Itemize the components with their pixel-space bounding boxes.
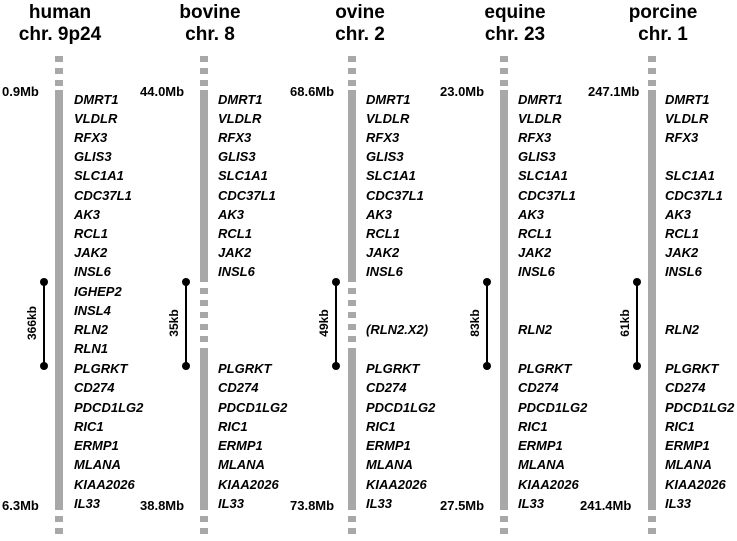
title-line1: ovine	[335, 2, 385, 23]
gene-rcl1: RCL1	[518, 226, 552, 241]
gene-plgrkt: PLGRKT	[218, 361, 272, 376]
chromosome-bar-lower	[200, 348, 208, 510]
dash-bottom-1	[500, 516, 508, 522]
gene-cd274: CD274	[518, 380, 559, 395]
span-cap-bottom	[483, 362, 491, 370]
gene-pdcd1lg2: PDCD1LG2	[518, 400, 588, 415]
gene-glis3: GLIS3	[518, 149, 556, 164]
gene-cdc37l1: CDC37L1	[366, 188, 424, 203]
gene-insl6: INSL6	[218, 264, 255, 279]
span-label: 61kb	[618, 309, 632, 337]
gene-dmrt1: DMRT1	[366, 92, 411, 107]
gene-ermp1: ERMP1	[74, 438, 119, 453]
gene-jak2: JAK2	[366, 245, 400, 260]
dash-top-3	[200, 80, 208, 86]
dash-top-3	[648, 80, 656, 86]
gene-pdcd1lg2: PDCD1LG2	[366, 400, 436, 415]
gene-dmrt1: DMRT1	[74, 92, 119, 107]
gene-mlana: MLANA	[366, 457, 413, 472]
gap-dash-1	[200, 288, 208, 294]
dash-top-2	[348, 68, 356, 74]
dash-top-2	[55, 68, 63, 74]
gap-dash-4	[348, 324, 356, 330]
gene-kiaa2026: KIAA2026	[218, 477, 279, 492]
gene-kiaa2026: KIAA2026	[74, 477, 135, 492]
chromosome-bar	[648, 90, 656, 510]
gene-rln2: RLN2	[74, 322, 108, 337]
title-line2: chr. 1	[638, 24, 688, 45]
span-label: 35kb	[167, 309, 181, 337]
gap-dash-5	[348, 336, 356, 342]
gene-jak2: JAK2	[218, 245, 252, 260]
gene-pdcd1lg2: PDCD1LG2	[218, 400, 288, 415]
title-bovine	[150, 2, 270, 46]
gene-il33: IL33	[74, 496, 101, 511]
span-label: 366kb	[25, 305, 39, 341]
gene-dmrt1: DMRT1	[218, 92, 263, 107]
gene-slc1a1: SLC1A1	[366, 168, 416, 183]
gene-kiaa2026: KIAA2026	[518, 477, 579, 492]
top-position: 44.0Mb	[140, 84, 185, 99]
title-line1: equine	[484, 2, 546, 23]
gene-ighep2: IGHEP2	[74, 284, 122, 299]
chromosome-bovine	[140, 0, 290, 541]
dash-top-1	[55, 56, 63, 62]
title-line2: chr. 23	[484, 24, 546, 45]
title-line2: chr. 9p24	[18, 24, 102, 45]
gene-il33: IL33	[665, 496, 692, 511]
gene-glis3: GLIS3	[366, 149, 404, 164]
span-line	[335, 282, 337, 366]
span-cap-bottom	[332, 362, 340, 370]
gap-dash-2	[200, 300, 208, 306]
dash-top-1	[348, 56, 356, 62]
gene-pdcd1lg2: PDCD1LG2	[665, 400, 735, 415]
span-line	[636, 282, 638, 366]
span-label: 49kb	[317, 309, 331, 337]
gene-vldlr: VLDLR	[518, 111, 562, 126]
span-label: 83kb	[468, 309, 482, 337]
top-position: 68.6Mb	[290, 84, 335, 99]
gene-rln2: RLN2	[518, 322, 552, 337]
gene-glis3: GLIS3	[218, 149, 256, 164]
gene-cdc37l1: CDC37L1	[74, 188, 132, 203]
gene-plgrkt: PLGRKT	[366, 361, 420, 376]
gap-dash-5	[200, 336, 208, 342]
span-cap-top	[633, 278, 641, 286]
dash-top-1	[500, 56, 508, 62]
span-cap-bottom	[182, 362, 190, 370]
dash-top-3	[500, 80, 508, 86]
span-cap-top	[182, 278, 190, 286]
gene-cd274: CD274	[665, 380, 706, 395]
dash-bottom-1	[648, 516, 656, 522]
gene-insl4: INSL4	[74, 303, 111, 318]
gene-rfx3: RFX3	[74, 130, 108, 145]
gene-rfx3: RFX3	[518, 130, 552, 145]
dash-top-1	[200, 56, 208, 62]
title-human	[0, 2, 120, 46]
gene-kiaa2026: KIAA2026	[665, 477, 726, 492]
dash-top-2	[200, 68, 208, 74]
gene-mlana: MLANA	[518, 457, 565, 472]
chromosome-human	[0, 0, 144, 541]
gene-ric1: RIC1	[74, 419, 104, 434]
gene-ermp1: ERMP1	[218, 438, 263, 453]
gene-il33: IL33	[366, 496, 393, 511]
chromosome-bar-upper	[200, 90, 208, 282]
gene-il33: IL33	[518, 496, 545, 511]
gene-slc1a1: SLC1A1	[74, 168, 124, 183]
span-cap-top	[332, 278, 340, 286]
title-line2: chr. 8	[185, 24, 235, 45]
title-line1: porcine	[628, 2, 698, 23]
span-cap-bottom	[40, 362, 48, 370]
dash-top-2	[648, 68, 656, 74]
gene-pdcd1lg2: PDCD1LG2	[74, 400, 144, 415]
gene-ak3: AK3	[518, 207, 545, 222]
bottom-position: 38.8Mb	[140, 498, 185, 513]
span-line	[43, 282, 45, 366]
dash-top-1	[648, 56, 656, 62]
gene-mlana: MLANA	[665, 457, 712, 472]
chromosome-bar	[500, 90, 508, 510]
gene-cdc37l1: CDC37L1	[518, 188, 576, 203]
bottom-position: 241.4Mb	[580, 498, 632, 513]
gap-dash-2	[348, 300, 356, 306]
bottom-position: 6.3Mb	[2, 498, 39, 513]
gene-plgrkt: PLGRKT	[518, 361, 572, 376]
gene-cd274: CD274	[218, 380, 259, 395]
dash-bottom-2	[500, 528, 508, 534]
gene-dmrt1: DMRT1	[518, 92, 563, 107]
span-cap-top	[40, 278, 48, 286]
gene-slc1a1: SLC1A1	[665, 168, 715, 183]
gene-cdc37l1: CDC37L1	[218, 188, 276, 203]
gene-rcl1: RCL1	[366, 226, 400, 241]
gene-rcl1: RCL1	[665, 226, 699, 241]
gene-jak2: JAK2	[74, 245, 108, 260]
span-line	[486, 282, 488, 366]
gene-dmrt1: DMRT1	[665, 92, 710, 107]
chromosome-equine	[440, 0, 588, 541]
dash-top-2	[500, 68, 508, 74]
gene-vldlr: VLDLR	[74, 111, 118, 126]
gene-ric1: RIC1	[366, 419, 396, 434]
gene-jak2: JAK2	[665, 245, 699, 260]
span-cap-bottom	[633, 362, 641, 370]
dash-top-3	[348, 80, 356, 86]
gene-ric1: RIC1	[665, 419, 695, 434]
chromosome-bar-lower	[348, 348, 356, 510]
gap-dash-3	[348, 312, 356, 318]
gap-dash-3	[200, 312, 208, 318]
gene-rln2: RLN2	[665, 322, 699, 337]
gene-insl6: INSL6	[366, 264, 403, 279]
dash-bottom-2	[200, 528, 208, 534]
gene-ermp1: ERMP1	[366, 438, 411, 453]
gene-rcl1: RCL1	[74, 226, 108, 241]
gene-cd274: CD274	[366, 380, 407, 395]
gene-rln1: RLN1	[74, 341, 108, 356]
chromosome-bar	[55, 90, 63, 510]
bottom-position: 73.8Mb	[290, 498, 335, 513]
gene-rfx3: RFX3	[665, 130, 699, 145]
gene-slc1a1: SLC1A1	[218, 168, 268, 183]
gene-mlana: MLANA	[74, 457, 121, 472]
gene-vldlr: VLDLR	[218, 111, 262, 126]
top-position: 0.9Mb	[2, 84, 39, 99]
gene-ak3: AK3	[218, 207, 245, 222]
dash-bottom-1	[200, 516, 208, 522]
gene-glis3: GLIS3	[74, 149, 112, 164]
gap-dash-4	[200, 324, 208, 330]
dash-bottom-2	[648, 528, 656, 534]
gene-jak2: JAK2	[518, 245, 552, 260]
gene-rfx3: RFX3	[218, 130, 252, 145]
gene-insl6: INSL6	[74, 264, 111, 279]
gene-vldlr: VLDLR	[366, 111, 410, 126]
dash-bottom-2	[348, 528, 356, 534]
chromosome-ovine	[290, 0, 440, 541]
title-ovine	[300, 2, 420, 46]
title-line2: chr. 2	[335, 24, 385, 45]
top-position: 23.0Mb	[440, 84, 485, 99]
title-line1: bovine	[179, 2, 241, 23]
gene-cd274: CD274	[74, 380, 115, 395]
gene-plgrkt: PLGRKT	[665, 361, 719, 376]
gene-ric1: RIC1	[518, 419, 548, 434]
gene-ak3: AK3	[665, 207, 692, 222]
dash-bottom-2	[55, 528, 63, 534]
gene-ermp1: ERMP1	[518, 438, 563, 453]
gene-rcl1: RCL1	[218, 226, 252, 241]
title-line1: human	[28, 2, 92, 23]
title-equine	[455, 2, 575, 46]
gene-insl6: INSL6	[665, 264, 702, 279]
top-position: 247.1Mb	[588, 84, 640, 99]
gene-ermp1: ERMP1	[665, 438, 710, 453]
dash-bottom-1	[348, 516, 356, 522]
dash-top-3	[55, 80, 63, 86]
gene-ak3: AK3	[366, 207, 393, 222]
gene-vldlr: VLDLR	[665, 111, 709, 126]
chromosome-porcine	[580, 0, 737, 541]
span-cap-top	[483, 278, 491, 286]
gene-rln2-x2: (RLN2.X2)	[366, 322, 429, 337]
gene-il33: IL33	[218, 496, 245, 511]
dash-bottom-1	[55, 516, 63, 522]
gene-kiaa2026: KIAA2026	[366, 477, 427, 492]
chromosome-bar-upper	[348, 90, 356, 282]
bottom-position: 27.5Mb	[440, 498, 485, 513]
span-line	[185, 282, 187, 366]
gene-ak3: AK3	[74, 207, 101, 222]
gap-dash-1	[348, 288, 356, 294]
gene-slc1a1: SLC1A1	[518, 168, 568, 183]
gene-mlana: MLANA	[218, 457, 265, 472]
gene-ric1: RIC1	[218, 419, 248, 434]
gene-cdc37l1: CDC37L1	[665, 188, 723, 203]
title-porcine	[603, 2, 723, 46]
gene-plgrkt: PLGRKT	[74, 361, 128, 376]
gene-insl6: INSL6	[518, 264, 555, 279]
gene-rfx3: RFX3	[366, 130, 400, 145]
